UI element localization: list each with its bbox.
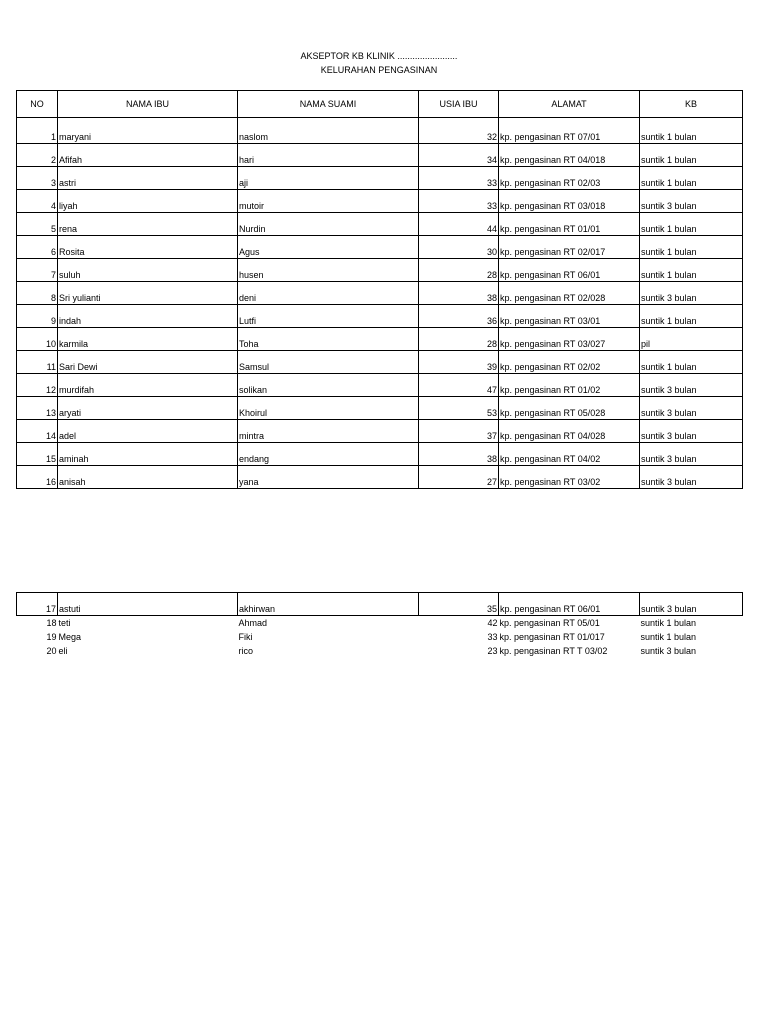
cell-alamat: kp. pengasinan RT 02/03	[499, 167, 640, 190]
cell-nama-ibu: Rosita	[58, 236, 238, 259]
cell-usia-ibu: 39	[419, 351, 499, 374]
cell-nama-suami: endang	[238, 443, 419, 466]
cell-kb: pil	[640, 328, 743, 351]
cell-usia-ibu: 33	[419, 190, 499, 213]
cell-nama-ibu: anisah	[58, 466, 238, 489]
table-row	[17, 374, 743, 397]
cell-kb: suntik 1 bulan	[640, 144, 743, 167]
cell-no: 13	[17, 397, 58, 420]
cell-kb: suntik 1 bulan	[640, 236, 743, 259]
cell-no: 11	[17, 351, 58, 374]
table-row	[17, 167, 743, 190]
table-row	[17, 305, 743, 328]
cell-nama-ibu: aminah	[58, 443, 238, 466]
cell-alamat: kp. pengasinan RT 02/017	[499, 236, 640, 259]
cell-alamat: kp. pengasinan RT 06/01	[499, 593, 640, 616]
table-row	[17, 351, 743, 374]
cell-no: 9	[17, 305, 58, 328]
table-row	[17, 644, 743, 658]
cell-nama-suami: yana	[238, 466, 419, 489]
cell-nama-ibu: murdifah	[58, 374, 238, 397]
cell-nama-ibu: aryati	[58, 397, 238, 420]
cell-nama-ibu: Sri yulianti	[58, 282, 238, 305]
cell-kb: suntik 1 bulan	[640, 618, 697, 628]
cell-no: 18	[46, 618, 57, 628]
table-row	[17, 282, 743, 305]
cell-no: 7	[17, 259, 58, 282]
table-body	[17, 118, 743, 489]
cell-no: 6	[17, 236, 58, 259]
cell-usia-ibu: 27	[419, 466, 499, 489]
cell-usia-ibu: 34	[419, 144, 499, 167]
table-row	[17, 213, 743, 236]
cell-alamat: kp. pengasinan RT T 03/02	[499, 646, 608, 656]
cell-kb: suntik 3 bulan	[640, 593, 743, 616]
cell-kb: suntik 3 bulan	[640, 420, 743, 443]
cell-no: 14	[17, 420, 58, 443]
cell-alamat: kp. pengasinan RT 04/018	[499, 144, 640, 167]
cell-nama-suami: mutoir	[238, 190, 419, 213]
cell-kb: suntik 3 bulan	[640, 646, 697, 656]
cell-kb: suntik 1 bulan	[640, 167, 743, 190]
cell-nama-ibu: maryani	[58, 121, 238, 144]
cell-kb: suntik 1 bulan	[640, 213, 743, 236]
cell-kb: suntik 3 bulan	[640, 466, 743, 489]
cell-alamat: kp. pengasinan RT 01/01	[499, 213, 640, 236]
cell-alamat: kp. pengasinan RT 01/017	[499, 632, 605, 642]
table-row	[17, 328, 743, 351]
cell-no: 12	[17, 374, 58, 397]
cell-alamat: kp. pengasinan RT 02/028	[499, 282, 640, 305]
cell-no: 8	[17, 282, 58, 305]
cell-nama-ibu: suluh	[58, 259, 238, 282]
column-header-alamat: ALAMAT	[499, 91, 640, 118]
cell-alamat: kp. pengasinan RT 01/02	[499, 374, 640, 397]
cell-usia-ibu: 28	[419, 259, 499, 282]
table-body-continued	[17, 593, 743, 659]
document-subtitle: KELURAHAN PENGASINAN	[320, 65, 438, 75]
cell-alamat: kp. pengasinan RT 03/02	[499, 466, 640, 489]
akseptor-table	[16, 90, 743, 489]
akseptor-table-continued	[16, 592, 743, 658]
cell-nama-suami: Agus	[238, 236, 419, 259]
table-row	[17, 443, 743, 466]
table-row	[17, 630, 743, 644]
cell-kb: suntik 3 bulan	[640, 443, 743, 466]
cell-kb: suntik 1 bulan	[640, 259, 743, 282]
table-row	[17, 616, 743, 631]
cell-usia-ibu: 42	[487, 618, 498, 628]
cell-usia-ibu: 33	[419, 167, 499, 190]
cell-nama-ibu: Afifah	[58, 144, 238, 167]
cell-kb: suntik 1 bulan	[640, 305, 743, 328]
cell-no: 10	[17, 328, 58, 351]
cell-nama-ibu: karmila	[58, 328, 238, 351]
column-header-kb: KB	[640, 91, 743, 118]
cell-alamat: kp. pengasinan RT 05/01	[499, 618, 600, 628]
cell-kb: suntik 1 bulan	[640, 351, 743, 374]
cell-nama-suami: Samsul	[238, 351, 419, 374]
cell-alamat: kp. pengasinan RT 07/01	[499, 121, 640, 144]
table-row	[17, 420, 743, 443]
cell-nama-suami: Nurdin	[238, 213, 419, 236]
cell-alamat: kp. pengasinan RT 05/028	[499, 397, 640, 420]
cell-alamat: kp. pengasinan RT 06/01	[499, 259, 640, 282]
cell-no: 20	[46, 646, 57, 656]
cell-nama-suami: husen	[238, 259, 419, 282]
cell-kb: suntik 3 bulan	[640, 374, 743, 397]
cell-nama-suami: Fiki	[238, 632, 253, 642]
cell-nama-suami: Lutfi	[238, 305, 419, 328]
cell-nama-suami: Toha	[238, 328, 419, 351]
cell-usia-ibu: 33	[487, 632, 498, 642]
table-row	[17, 190, 743, 213]
column-header-usia-ibu: USIA IBU	[419, 91, 499, 118]
cell-nama-suami: mintra	[238, 420, 419, 443]
cell-usia-ibu: 23	[487, 646, 498, 656]
cell-no: 19	[46, 632, 57, 642]
table-row	[17, 593, 743, 616]
cell-nama-ibu: liyah	[58, 190, 238, 213]
cell-usia-ibu: 32	[419, 121, 499, 144]
document-title: AKSEPTOR KB KLINIK ........................	[300, 51, 458, 61]
cell-kb: suntik 1 bulan	[640, 121, 743, 144]
cell-nama-ibu: Mega	[58, 632, 82, 642]
cell-kb: suntik 3 bulan	[640, 282, 743, 305]
cell-kb: suntik 3 bulan	[640, 190, 743, 213]
cell-kb: suntik 1 bulan	[640, 632, 697, 642]
cell-usia-ibu: 35	[419, 593, 499, 616]
cell-usia-ibu: 28	[419, 328, 499, 351]
table-header-row	[17, 91, 743, 118]
table-row	[17, 259, 743, 282]
cell-nama-suami: akhirwan	[238, 593, 419, 616]
cell-kb: suntik 3 bulan	[640, 397, 743, 420]
table-row	[17, 236, 743, 259]
cell-no: 17	[17, 593, 58, 616]
cell-no: 5	[17, 213, 58, 236]
column-header-no: NO	[17, 91, 58, 118]
cell-no: 3	[17, 167, 58, 190]
cell-no: 16	[17, 466, 58, 489]
cell-alamat: kp. pengasinan RT 03/01	[499, 305, 640, 328]
cell-nama-suami: deni	[238, 282, 419, 305]
cell-nama-suami: Khoirul	[238, 397, 419, 420]
cell-alamat: kp. pengasinan RT 04/028	[499, 420, 640, 443]
cell-usia-ibu: 37	[419, 420, 499, 443]
cell-nama-suami: hari	[238, 144, 419, 167]
cell-usia-ibu: 36	[419, 305, 499, 328]
cell-nama-ibu: astri	[58, 167, 238, 190]
cell-usia-ibu: 38	[419, 282, 499, 305]
column-header-nama-suami: NAMA SUAMI	[238, 91, 419, 118]
cell-usia-ibu: 47	[419, 374, 499, 397]
cell-nama-ibu: Sari Dewi	[58, 351, 238, 374]
cell-nama-ibu: adel	[58, 420, 238, 443]
table-row	[17, 397, 743, 420]
cell-alamat: kp. pengasinan RT 03/018	[499, 190, 640, 213]
table-row	[17, 121, 743, 144]
cell-usia-ibu: 30	[419, 236, 499, 259]
cell-alamat: kp. pengasinan RT 04/02	[499, 443, 640, 466]
cell-nama-ibu: eli	[58, 646, 68, 656]
cell-nama-suami: aji	[238, 167, 419, 190]
cell-usia-ibu: 53	[419, 397, 499, 420]
cell-nama-ibu: rena	[58, 213, 238, 236]
cell-usia-ibu: 38	[419, 443, 499, 466]
cell-nama-ibu: teti	[58, 618, 71, 628]
cell-nama-ibu: astuti	[58, 593, 238, 616]
cell-nama-suami: rico	[238, 646, 254, 656]
column-header-nama-ibu: NAMA IBU	[58, 91, 238, 118]
table-row	[17, 144, 743, 167]
cell-no: 1	[17, 121, 58, 144]
cell-no: 2	[17, 144, 58, 167]
cell-nama-suami: solikan	[238, 374, 419, 397]
cell-nama-ibu: indah	[58, 305, 238, 328]
cell-nama-suami: Ahmad	[238, 618, 268, 628]
cell-usia-ibu: 44	[419, 213, 499, 236]
cell-alamat: kp. pengasinan RT 03/027	[499, 328, 640, 351]
table-row	[17, 466, 743, 489]
cell-no: 15	[17, 443, 58, 466]
cell-no: 4	[17, 190, 58, 213]
cell-alamat: kp. pengasinan RT 02/02	[499, 351, 640, 374]
cell-nama-suami: naslom	[238, 121, 419, 144]
